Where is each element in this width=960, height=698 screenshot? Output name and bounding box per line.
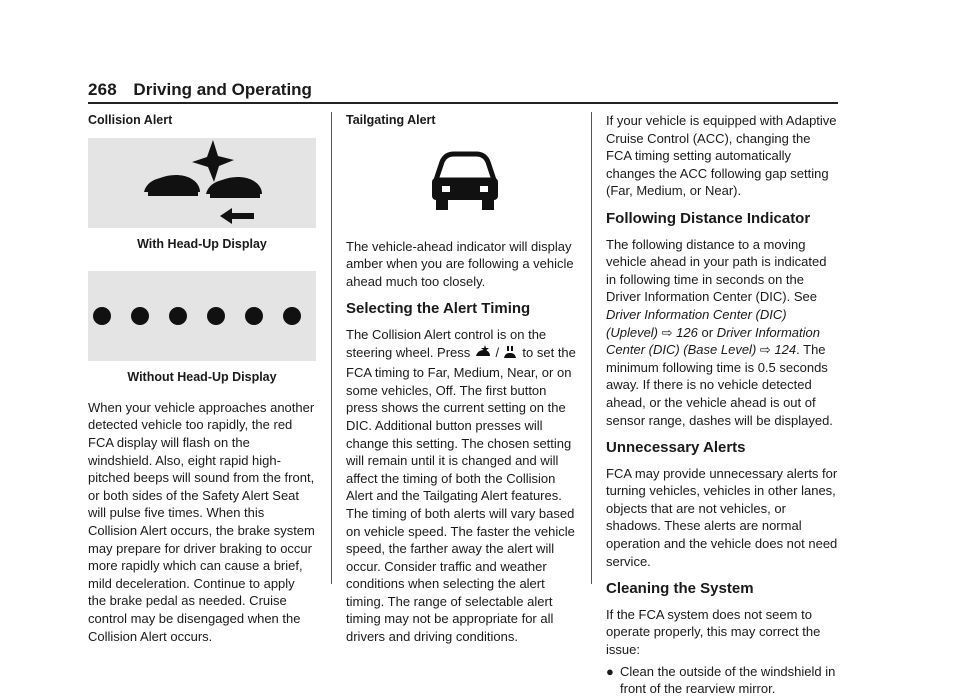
- page-ref-icon: ⇨: [759, 342, 771, 358]
- column-divider-2: [591, 112, 592, 584]
- alert-timing-heading: Selecting the Alert Timing: [346, 300, 531, 318]
- led-dots-icon: [88, 271, 316, 361]
- collision-timing-car-icon: [474, 344, 492, 365]
- dic-base-link[interactable]: Driver Information Center (DIC) (Base Level): [606, 324, 820, 358]
- unnecessary-alerts-body: FCA may provide unnecessary alerts for turning vehicles, vehicles in other lanes, objects that are not vehicles, or shadows. These alerts are normal operation and the vehicle does not need service.: [606, 465, 838, 569]
- acc-body: If your vehicle is equipped with Adaptive Cruise Control (ACC), changing the FCA timing setting automatically changes the ACC following gap setting (Far, Medium, or Near).: [606, 113, 837, 199]
- dic-uplevel-link[interactable]: Driver Information Center (DIC) (Uplevel): [606, 306, 787, 340]
- alert-timing-text-b: to set the FCA timing to Far, Medium, Near, or on some vehicles, Off. The first button press shows the current setting on the DIC. Additional button presses will change this setting. The chosen setting will remain until it is changed and will affect the timing of both the Collision Alert and the Tailgating Alert features. The timing of both alerts will vary based on vehicle speed. The faster the vehicle speed, the farther away the alert will occur. Consider traffic and weather conditions when selecting the alert timing. The range of selectable alert timing may not be appropriate for all drivers and driving conditions.: [346, 344, 576, 645]
- column-1: [88, 112, 316, 645]
- no-hud-collision-figure: [88, 271, 316, 361]
- dic-base-page[interactable]: 124: [774, 342, 797, 358]
- section-title: Driving and Operating: [133, 80, 312, 99]
- page-number: 268: [88, 80, 117, 99]
- bullet-text: Clean the outside of the windshield in front of the rearview mirror.: [620, 663, 836, 697]
- cleaning-body: If the FCA system does not seem to operate properly, this may correct the issue:: [606, 606, 821, 658]
- caption-with-hud: With Head-Up Display: [137, 236, 267, 251]
- column-2: [346, 112, 578, 646]
- cleaning-heading: Cleaning the System: [606, 580, 754, 598]
- vehicle-ahead-figure: [346, 130, 578, 230]
- column-3: [606, 112, 838, 698]
- timing-slash: /: [495, 344, 500, 360]
- following-distance-body: [606, 236, 838, 430]
- tailgating-body: The vehicle-ahead indicator will display amber when you are following a vehicle ahead much too closely.: [346, 238, 574, 289]
- bullet-icon: ●: [606, 663, 614, 679]
- following-distance-heading: Following Distance Indicator: [606, 209, 811, 227]
- alert-timing-text-a: The Collision Alert control is on the steering wheel. Press: [346, 326, 547, 360]
- page-ref-icon: ⇨: [661, 324, 673, 340]
- fdi-text-b: . The minimum following time is 0.5 seconds away. If there is no vehicle detected ahead, or the vehicle ahead is out of sensor range, dashes will be displayed.: [606, 342, 833, 428]
- column-divider-1: [331, 112, 332, 584]
- fdi-or: or: [701, 324, 714, 340]
- collision-alert-icon: [88, 138, 316, 228]
- tailgating-alert-label: Tailgating Alert: [346, 113, 436, 127]
- caption-without-hud: Without Head-Up Display: [127, 370, 277, 385]
- dic-uplevel-page[interactable]: 126: [676, 324, 698, 340]
- collision-alert-body: When your vehicle approaches another detected vehicle too rapidly, the red FCA display will flash on the windshield. Also, eight rapid high-pitched beeps will sound from the front, or both sides of the Safety Alert Seat will pulse five times. When this Collision Alert occurs, the brake system may prepare for driver braking to occur more rapidly which can cause a brief, mild deceleration. Continue to apply the brake pedal as needed. Cruise control may be disengaged when the Collision Alert occurs.: [88, 399, 315, 644]
- collision-alert-label: Collision Alert: [88, 113, 173, 127]
- list-item: [606, 663, 838, 698]
- vehicle-ahead-icon: [346, 130, 578, 230]
- fdi-text-a: The following distance to a moving vehicle ahead in your path is indicated in following time in seconds on the Driver Information Center (DIC). See: [606, 236, 827, 305]
- header-rule: [88, 102, 838, 104]
- unnecessary-alerts-heading: Unnecessary Alerts: [606, 439, 746, 457]
- hud-collision-figure: [88, 138, 316, 228]
- gap-setting-car-icon: [503, 344, 519, 365]
- page-header: [88, 80, 838, 100]
- alert-timing-body: [346, 326, 578, 646]
